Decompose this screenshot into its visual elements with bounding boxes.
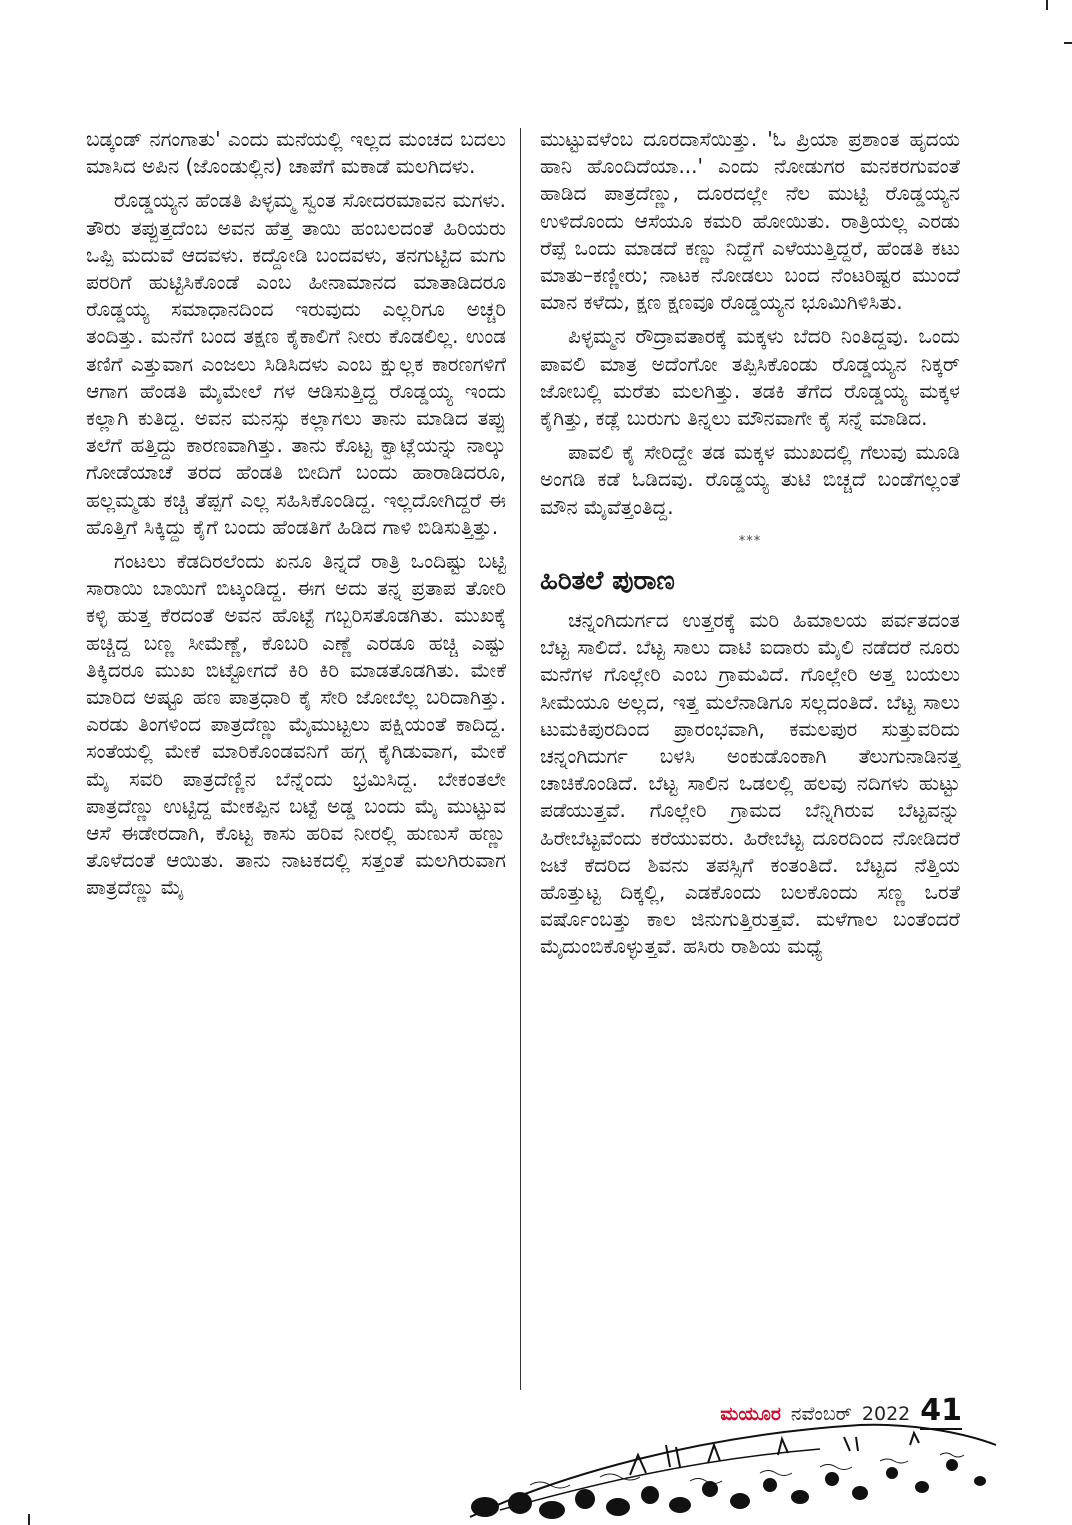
issue-year: 2022 (861, 1403, 911, 1425)
issue-month: ನವೆಂಬರ್ (790, 1403, 852, 1425)
crowd-illustration-icon (440, 1415, 1000, 1523)
crop-mark-right (1064, 42, 1072, 44)
paragraph: ಬಡ್ಕಂಡ್ ನಗಂಗಾತು' ಎಂದು ಮನೆಯಲ್ಲಿ ಇಲ್ಲದ ಮಂಚದ ಬದಲು ಮಾಸಿದ ಅಪಿನ (ಜೊಂಡುಲ್ಲಿನ) ಚಾಪೆಗೆ ಮಕಾಡೆ ಮಲಗಿದಳು. (86, 127, 506, 179)
right-column (540, 126, 960, 968)
crop-mark-bottom-left (28, 1514, 30, 1525)
paragraph: ಗಂಟಲು ಕೆಡದಿರಲೆಂದು ಏನೂ ತಿನ್ನದೆ ರಾತ್ರಿ ಒಂದಿಷ್ಟು ಬಟ್ಟಿ ಸಾರಾಯಿ ಬಾಯಿಗೆ ಬಿಟ್ಕಂಡಿದ್ದ. ಈಗ ಅದು ತನ್ನ ಪ್ರತಾಪ ತೋರಿ ಕಳ್ಳಿ ಹುತ್ತ ಕೆರದಂತೆ ಅವನ ಹೊಟ್ಟೆ ಗಬ್ಬರಿಸತೊಡಗಿತು. ಮುಖಕ್ಕೆ ಹಚ್ಚಿದ್ದ ಬಣ್ಣ ಸೀಮೆಣ್ಣೆ, ಕೊಬರಿ ಎಣ್ಣೆ ಎರಡೂ ಹಚ್ಚಿ ಎಷ್ಟು ತಿಕ್ಕಿದರೂ ಮುಖ ಬಿಟ್ಟೋಗದೆ ಕಿರಿ ಕಿರಿ ಮಾಡತೊಡಗಿತು. ಮೇಕೆ ಮಾರಿದ ಅಷ್ಟೂ ಹಣ ಪಾತ್ರಧಾರಿ ಕೈ ಸೇರಿ ಜೋಬೆಲ್ಲ ಬರಿದಾಗಿತ್ತು. ಎರಡು ತಿಂಗಳಿಂದ ಪಾತ್ರದೆಣ್ಣು ಮೈಮುಟ್ಟಲು ಪಕ್ಷಿಯಂತೆ ಕಾದಿದ್ದ. ಸಂತೆಯಲ್ಲಿ ಮೇಕೆ ಮಾರಿಕೊಂಡವನಿಗೆ ಹಗ್ಗ ಕೈಗಿಡುವಾಗ, ಮೇಕೆ ಮೈ ಸವರಿ ಪಾತ್ರದೆಣ್ಣಿನ ಬೆನ್ನೆಂದು ಭ್ರಮಿಸಿದ್ದ. ಬೇಕಂತಲೇ ಪಾತ್ರದೆಣ್ಣು ಉಟ್ಟಿದ್ದ ಮೇಕಪ್ಪಿನ ಬಟ್ಟೆ ಅಡ್ಡ ಬಂದು ಮೈ ಮುಟ್ಟುವ ಆಸೆ ಈಡೇರದಾಗಿ, ಕೊಟ್ಟ ಕಾಸು ಹರಿವ ನೀರಲ್ಲಿ ಹುಣುಸೆ ಹಣ್ಣು ತೊಳೆದಂತೆ ಆಯಿತು. ತಾನು ನಾಟಕದಲ್ಲಿ ಸತ್ತಂತೆ ಮಲಗಿರುವಾಗ ಪಾತ್ರದೆಣ್ಣು ಮೈ (86, 549, 506, 900)
section-title: ಹಿರಿತಲೆ ಪುರಾಣ (540, 566, 675, 597)
column-divider (520, 128, 521, 1390)
paragraph: ಮುಟ್ಟುವಳೆಂಬ ದೂರದಾಸೆಯಿತ್ತು. 'ಓ ಪ್ರಿಯಾ ಪ್ರಶಾಂತ ಹೃದಯ ಹಾನಿ ಹೊಂದಿದೆಯಾ...' ಎಂದು ನೋಡುಗರ ಮನಕರಗುವಂತೆ ಹಾಡಿದ ಪಾತ್ರದೆಣ್ಣು, ದೂರದಲ್ಲೇ ನೆಲ ಮುಟ್ಟಿ ರೊಡ್ಡಯ್ಯನ ಉಳಿದೊಂದು ಆಸೆಯೂ ಕಮರಿ ಹೋಯಿತು. ರಾತ್ರಿಯಲ್ಲ ಎರಡು ರೆಪ್ಪೆ ಒಂದು ಮಾಡದೆ ಕಣ್ಣು ನಿದ್ದೆಗೆ ಎಳೆಯುತ್ತಿದ್ದರೆ, ಹೆಂಡತಿ ಕಟು ಮಾತು–ಕಣ್ಣೀರು; ನಾಟಕ ನೋಡಲು ಬಂದ ನೆಂಟರಿಷ್ಟರ ಮುಂದೆ ಮಾನ ಕಳೆದು, ಕ್ಷಣ ಕ್ಷಣವೂ ರೊಡ್ಡಯ್ಯನ ಭೂಮಿಗಿಳಿಸಿತು. (540, 127, 960, 315)
magazine-name: ಮಯೂರ (720, 1403, 781, 1425)
paragraph: ಪಾವಲಿ ಕೈ ಸೇರಿದ್ದೇ ತಡ ಮಕ್ಕಳ ಮುಖದಲ್ಲಿ ಗೆಲುವು ಮೂಡಿ ಅಂಗಡಿ ಕಡೆ ಓಡಿದವು. ರೊಡ್ಡಯ್ಯ ತುಟಿ ಬಿಚ್ಚದೆ ಬಂಡೆಗಲ್ಲಂತೆ ಮೌನ ಮೈವೆತ್ತಂತಿದ್ದ. (540, 440, 960, 519)
left-column (86, 126, 506, 909)
crop-mark-top (1046, 0, 1048, 10)
page-number: 41 (920, 1393, 962, 1428)
paragraph: ಪಿಳ್ಳಮ್ಮನ ರೌದ್ರಾವತಾರಕ್ಕೆ ಮಕ್ಕಳು ಬೆದರಿ ನಿಂತಿದ್ದವು. ಒಂದು ಪಾವಲಿ ಮಾತ್ರ ಅದೆಂಗೋ ತಪ್ಪಿಸಿಕೊಂಡು ರೊಡ್ಡಯ್ಯನ ನಿಕ್ಕರ್ ಜೋಬಲ್ಲಿ ಮರೆತು ಮಲಗಿತ್ತು. ತಡಕಿ ತೆಗೆದ ರೊಡ್ಡಯ್ಯ ಮಕ್ಕಳ ಕೈಗಿತ್ತು, ಕಡ್ಲೆ ಬುರುಗು ತಿನ್ನಲು ಮೌನವಾಗೇ ಕೈ ಸನ್ನೆ ಮಾಡಿದ. (540, 324, 960, 431)
paragraph: ಚನ್ನಂಗಿದುರ್ಗದ ಉತ್ತರಕ್ಕೆ ಮರಿ ಹಿಮಾಲಯ ಪರ್ವತದಂತ ಬೆಟ್ಟ ಸಾಲಿದೆ. ಬೆಟ್ಟ ಸಾಲು ದಾಟಿ ಐದಾರು ಮೈಲಿ ನಡೆದರೆ ನೂರು ಮನೆಗಳ ಗೊಲ್ಲೇರಿ ಎಂಬ ಗ್ರಾಮವಿದೆ. ಗೊಲ್ಲೇರಿ ಅತ್ತ ಬಯಲು ಸೀಮೆಯೂ ಅಲ್ಲದ, ಇತ್ತ ಮಲೆನಾಡಿಗೂ ಸಲ್ಲದಂತಿದೆ. ಬೆಟ್ಟ ಸಾಲು ಟುಮಕಿಪುರದಿಂದ ಪ್ರಾರಂಭವಾಗಿ, ಕಮಲಪುರ ಸುತ್ತುವರಿದು ಚನ್ನಂಗಿದುರ್ಗ ಬಳಸಿ ಅಂಕುಡೊಂಕಾಗಿ ತೆಲುಗುನಾಡಿನತ್ತ ಚಾಚಿಕೊಂಡಿದೆ. ಬೆಟ್ಟ ಸಾಲಿನ ಒಡಲಲ್ಲಿ ಹಲವು ನದಿಗಳು ಹುಟ್ಟು ಪಡೆಯುತ್ತವೆ. ಗೊಲ್ಲೇರಿ ಗ್ರಾಮದ ಬೆನ್ನಿಗಿರುವ ಬೆಟ್ಟವನ್ನು ಹಿರೇಬೆಟ್ಟವೆಂದು ಕರೆಯುವರು. ಹಿರೇಬೆಟ್ಟ ದೂರದಿಂದ ನೋಡಿದರೆ ಜಟೆ ಕೆದರಿದ ಶಿವನು ತಪಸ್ಸಿಗೆ ಕಂತಂತಿದೆ. ಬೆಟ್ಟದ ನೆತ್ತಿಯ ಹೊತ್ತುಟ್ಟ ದಿಕ್ಕಲ್ಲಿ, ಎಡಕೊಂದು ಬಲಕೊಂದು ಸಣ್ಣ ಒರತೆ ವರ್ಷೊಂಬತ್ತು ಕಾಲ ಜಿನುಗುತ್ತಿರುತ್ತವೆ. ಮಳೆಗಾಲ ಬಂತೆಂದರೆ ಮೈದುಂಬಿಕೊಳ್ಳುತ್ತವೆ. ಹಸಿರು ರಾಶಿಯ ಮಧ್ಯೆ (540, 608, 960, 959)
paragraph: ರೊಡ್ಡಯ್ಯನ ಹೆಂಡತಿ ಪಿಳ್ಳಮ್ಮ ಸ್ವಂತ ಸೋದರಮಾವನ ಮಗಳು. ತೌರು ತಪ್ಪುತ್ತದೆಂಬ ಅವನ ಹೆತ್ತ ತಾಯಿ ಹಂಬಲದಂತೆ ಹಿರಿಯರು ಒಪ್ಪಿ ಮದುವೆ ಆದವಳು. ಕದ್ದೋಡಿ ಬಂದವಳು, ತನಗುಟ್ಟಿದ ಮಗು ಪರರಿಗೆ ಹುಟ್ಟಿಸಿಕೊಂಡೆ ಎಂಬ ಹೀನಾಮಾನದ ಮಾತಾಡಿದರೂ ರೊಡ್ಡಯ್ಯ ಸಮಾಧಾನದಿಂದ ಇರುವುದು ಎಲ್ಲರಿಗೂ ಅಚ್ಚರಿ ತಂದಿತ್ತು. ಮನೆಗೆ ಬಂದ ತಕ್ಷಣ ಕೈಕಾಲಿಗೆ ನೀರು ಕೊಡಲಿಲ್ಲ. ಉಂಡ ತಣಿಗೆ ಎತ್ತುವಾಗ ಎಂಜಲು ಸಿಡಿಸಿದಳು ಎಂಬ ಕ್ಷುಲ್ಲಕ ಕಾರಣಗಳಿಗೆ ಆಗಾಗ ಹೆಂಡತಿ ಮೈಮೇಲೆ ಗಳ ಆಡಿಸುತ್ತಿದ್ದ ರೊಡ್ಡಯ್ಯ ಇಂದು ಕಲ್ಲಾಗಿ ಕುತಿದ್ದ. ಅವನ ಮನಸ್ಸು ಕಲ್ಲಾಗಲು ತಾನು ಮಾಡಿದ ತಪ್ಪು ತಲೆಗೆ ಹತ್ತಿದ್ದು ಕಾರಣವಾಗಿತ್ತು. ತಾನು ಕೊಟ್ಟ ಕ್ವಾಟ್ಲೆಯನ್ನು ನಾಲ್ಕು ಗೋಡೆಯಾಚೆ ತರದ ಹೆಂಡತಿ ಬೀದಿಗೆ ಬಂದು ಹಾರಾಡಿದರೂ, ಹಲ್ಲಮ್ಮಡು ಕಚ್ಚಿ ತೆಪ್ಪಗೆ ಎಲ್ಲ ಸಹಿಸಿಕೊಂಡಿದ್ದ. ಇಲ್ಲದೋಗಿದ್ದರೆ ಈ ಹೊತ್ತಿಗೆ ಸಿಕ್ಕಿದ್ದು ಕೈಗೆ ಬಂದು ಹೆಂಡತಿಗೆ ಹಿಡಿದ ಗಾಳಿ ಬಿಡಿಸುತ್ತಿತ್ತು. (86, 188, 506, 539)
section-separator: *** (738, 533, 762, 549)
